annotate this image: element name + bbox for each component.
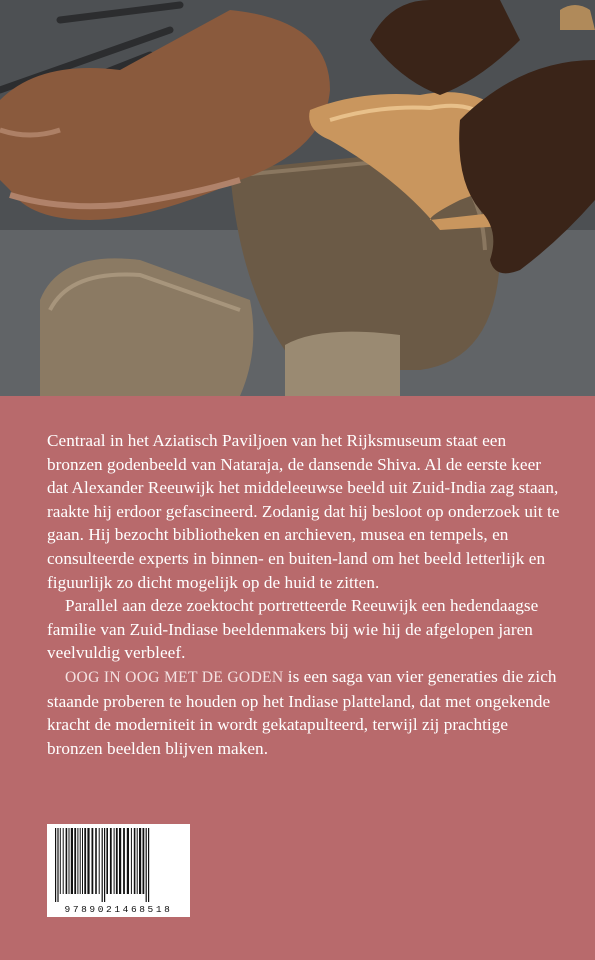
blurb-paragraph-1: Centraal in het Aziatisch Paviljoen van het Rijksmuseum staat een bronzen godenbeeld van Nataraja, de dansende Shiva. Al de eerste keer dat Alexander Reeuwijk het middeleeuwse beeld uit Zuid-India zag staan, raakte hij erdoor gefascineerd. Zodanig dat hij besloot op onderzoek uit te gaan. Hij bezocht bibliotheken en archieven, musea en tempels, en consulteerde experts in binnen- en buiten-land om het beeld letterlijk en figuurlijk zo dicht mogelijk op de huid te zitten. — [47, 431, 560, 592]
barcode-bar — [87, 828, 89, 894]
barcode-bar — [84, 828, 86, 894]
barcode-bar — [74, 828, 76, 894]
barcode-bar — [63, 828, 64, 894]
blurb-paragraph-3 — [47, 665, 562, 760]
barcode-bar — [148, 828, 149, 902]
isbn-barcode — [47, 824, 190, 917]
barcode-bar — [104, 828, 105, 902]
barcode-bar — [57, 828, 58, 902]
barcode-bar — [127, 828, 129, 894]
barcode-bar — [60, 828, 61, 894]
barcode-bar — [116, 828, 118, 894]
barcode-bar — [69, 828, 70, 894]
barcode-bars — [53, 828, 184, 902]
barcode-bar — [55, 828, 56, 902]
cover-photo — [0, 0, 595, 396]
barcode-bar — [77, 828, 78, 894]
barcode-bar — [139, 828, 141, 894]
barcode-bar — [102, 828, 103, 902]
barcode-bar — [71, 828, 73, 894]
barcode-bar — [82, 828, 83, 894]
barcode-bar — [110, 828, 112, 894]
barcode-bar — [146, 828, 147, 902]
barcode-bar — [80, 828, 81, 894]
blurb-paragraph-2: Parallel aan deze zoektocht portretteerde Reeuwijk een hedendaagse familie van Zuid-Indiase beeldenmakers bij wie hij de afgelopen jaren veelvuldig verbleef. — [47, 596, 539, 663]
barcode-bar — [66, 828, 68, 894]
barcode-bar — [119, 828, 121, 894]
isbn-number: 9789021468518 — [64, 904, 173, 915]
barcode-bar — [143, 828, 145, 894]
book-title-caps: OOG IN OOG MET DE GODEN — [65, 668, 284, 686]
barcode-bar — [123, 828, 125, 894]
barcode-bar — [137, 828, 138, 894]
barcode-bar — [134, 828, 136, 894]
barcode-bar — [131, 828, 132, 894]
blurb-paragraph-3-rest: is een saga van vier generaties die zich staande proberen te houden op het Indiase platteland, dat met ongekende kracht de moderniteit in wordt gekatapulteerd, terwijl zij prachtige bronzen beelden blijven maken. — [47, 666, 557, 758]
barcode-bar — [95, 828, 97, 894]
barcode-bar — [92, 828, 94, 894]
barcode-bar — [106, 828, 108, 894]
blurb — [47, 429, 562, 760]
barcode-bar — [114, 828, 115, 894]
photo-illustration — [0, 0, 595, 396]
barcode-bar — [99, 828, 100, 894]
